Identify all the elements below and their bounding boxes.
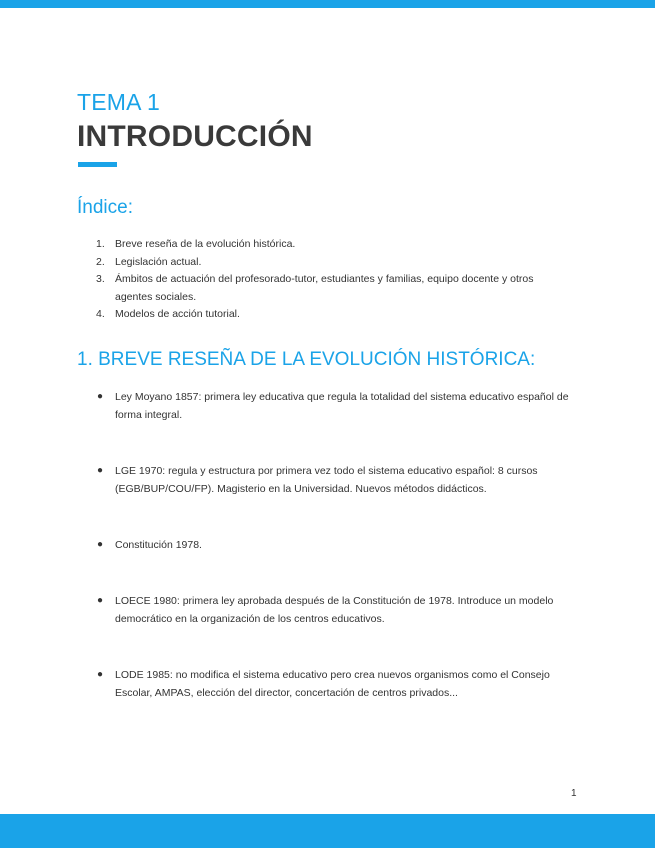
index-item-text: Legislación actual. [115,255,202,268]
title-underline [78,162,117,167]
index-item [96,271,566,306]
bullet-text: LOECE 1980: primera ley aprobada después de la Constitución de 1978. Introduce un modelo democrático en la organización de los centros educativos. [115,595,554,625]
index-list [96,236,566,324]
bullet-text: Ley Moyano 1857: primera ley educativa que regula la totalidad del sistema educativo español de forma integral. [115,391,569,421]
index-item [96,254,566,272]
index-item [96,306,566,324]
index-item-text: Breve reseña de la evolución histórica. [115,238,296,250]
bullet-text: LGE 1970: regula y estructura por primera vez todo el sistema educativo español: 8 cursos (EGB/BUP/COU/FP). Magisterio en la Universidad. Nuevos métodos didácticos. [115,465,538,495]
bullet-item [97,536,587,554]
bullet-item [97,462,587,498]
bullet-icon: ● [97,595,104,606]
top-accent-bar [0,0,655,8]
page-title: INTRODUCCIÓN [77,120,313,153]
index-item-number: 4. [96,308,105,320]
index-heading: Índice: [77,197,133,218]
index-item-text: Ámbitos de actuación del profesorado-tutor, estudiantes y familias, equipo docente y otros agentes sociales. [115,273,534,303]
index-item-number: 2. [96,255,105,268]
section-heading: 1. BREVE RESEÑA DE LA EVOLUCIÓN HISTÓRICA: [77,349,536,370]
bullet-icon: ● [97,391,104,402]
bullet-text: LODE 1985: no modifica el sistema educativo pero crea nuevos organismos como el Consejo Escolar, AMPAS, elección del director, concertación de centros privados... [115,669,550,699]
bullet-text: Constitución 1978. [115,539,202,551]
index-item-text: Modelos de acción tutorial. [115,308,240,320]
bottom-accent-bar [0,814,655,848]
page-number: 1 [571,788,577,799]
bullet-item [97,592,587,628]
index-item-number: 1. [96,238,105,250]
bullet-item [97,388,587,424]
bullet-icon: ● [97,669,104,680]
tema-label: TEMA 1 [77,89,161,115]
bullet-icon: ● [97,465,104,476]
index-item-number: 3. [96,273,105,285]
bullet-icon: ● [97,539,104,550]
index-item [96,236,566,254]
bullet-item [97,666,587,702]
